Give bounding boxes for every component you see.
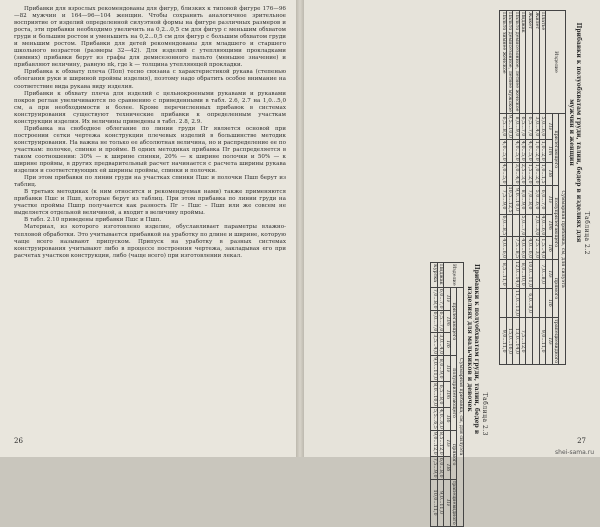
- table-cell: 4,0...5,0: [500, 140, 506, 161]
- left-page: [0, 0, 296, 457]
- allowance-table: [499, 10, 566, 365]
- table-cell: 7,0...8,0: [539, 260, 546, 289]
- table-cell: 3,0...4,0: [533, 114, 540, 140]
- table-row: [437, 263, 444, 527]
- sub-header: Пг: [444, 287, 451, 310]
- table-2-3: [430, 262, 488, 525]
- table-cell: 6,0...7,0: [539, 185, 546, 214]
- table-cell: [533, 318, 540, 365]
- table-cell: [506, 214, 513, 237]
- table-cell: 9,0...10,0: [513, 185, 520, 214]
- table-cell: 3,0...4,0: [513, 163, 519, 184]
- page-number: 26: [14, 437, 23, 445]
- table-cell: 4,0...6,0: [500, 238, 506, 259]
- table-cell: 1,5...2,0: [527, 163, 533, 184]
- table-label: Таблица 2.3: [481, 392, 488, 436]
- table-cell: 5,0...6,0: [533, 185, 540, 214]
- table-cell: 2,5...3,0: [520, 163, 526, 184]
- product-header: Изделие: [546, 11, 566, 114]
- table-cell: 4,0...6,0: [520, 238, 526, 259]
- row-name: Пальто зимнее женское: [500, 11, 507, 114]
- sub-header: Пт: [546, 139, 553, 162]
- table-cell: [539, 289, 546, 318]
- sub-header: Пт: [444, 310, 451, 333]
- table-cell: 1,5...4,0: [540, 238, 546, 259]
- table-cell: [506, 260, 513, 289]
- table-caption: Прибавки к полуобхватам груди, талии, бедер в изделиях для мужчин и женщин: [568, 22, 582, 243]
- sub-header: Пг: [546, 114, 553, 140]
- table-cell: 8,0...9,0: [513, 114, 520, 140]
- table-cell: 1,0...2,0: [533, 163, 539, 184]
- site-watermark: shei-sama.ru: [555, 449, 594, 456]
- silhouette-header: полуприлегающего: [552, 185, 559, 260]
- table-cell: 4,0...6,0: [438, 409, 444, 429]
- silhouette-header: трапециевидного: [553, 319, 559, 364]
- body-text: [14, 6, 286, 260]
- table-cell: 9,0...12,0: [431, 431, 437, 455]
- paragraph: В табл. 2.10 приведены прибавки Пшс и Пшп.: [24, 217, 162, 224]
- table-cell: 4,0...6,0: [527, 238, 533, 259]
- paragraph: При этом прибавки по линии груди на участках спинки Пшс и полочки Пшп берут из таблиц.: [14, 175, 286, 189]
- table-cell: 5,5...6,5: [431, 409, 437, 429]
- table-cell: [526, 318, 533, 365]
- paragraph: Прибавка к обхвату плеча (Поп) тесно связана с характеристикой рукава (степенью облегания руки и шириной проймы изделия), поэтому надо обратить особое внимание на соответствие вида рукава виду изделия.: [14, 69, 286, 90]
- table-cell: 2,5...3,0: [533, 238, 539, 259]
- paragraph: Прибавка на свободное облегание по линии груди Пг является основой при построении сетки чертежа конструкции плечевых изделий в большинстве методик конструирования. На важна не только ее абсолютная величина, но и распределение ее по участкам: полочке, спинке и пройме. В одних методиках прибавка Пг распределяется в таком соотношении: 30% — к ширине спинки, 20% — к ширине полочки и 50% — к ширине проймы, в других предварительный расчет начинается с расчета ширины рукава изделия и соответствующих ей ширины проймы, спинки и полочки.: [14, 125, 286, 175]
- table-cell: [506, 139, 513, 162]
- sub-header: Пб: [444, 408, 451, 431]
- table-cell: 4,0...5,0: [500, 163, 506, 184]
- paragraph: Прибавки для взрослых рекомендованы для фигур, близких к типовой фигуре 176—96—82 мужчин и 164—96—104 женщин. Чтобы сохранить аналогичное зрительное восприятие от изделий определенной силуэтной формы на фигуре различных размеров и роста, эти прибавки необходимо увеличить на 0,2...0,5 см для фигур с меньшим обхватом груди и большим ростом и уменьшить на 0,2...0,5 см для фигур с большим обхватом груди и меньшим ростом. Прибавки для детей рекомендованы для младшего и старшего школьного возрастов (размеры 32—42). Для изделий с утепляющими прокладками (зимних) прибавки берут из графы для демисезонного пальто (меньшее значение) и прибавляют величину, равную πk, где k — толщина утепляющей прокладки.: [14, 6, 286, 69]
- table-cell: 6,5...7,0: [526, 114, 533, 140]
- sub-header: Пг: [546, 318, 553, 365]
- table-cell: 3,5...4,0: [431, 334, 437, 355]
- table-row: [513, 11, 520, 365]
- table-cell: 6,5...8,0: [500, 114, 507, 140]
- table-cell: 9,0...11,0: [437, 479, 444, 526]
- table-row: [533, 11, 540, 365]
- table-cell: 1,0...2,0: [533, 140, 539, 161]
- product-header: Изделие: [444, 263, 464, 288]
- table-cell: 6,0...7,0: [431, 311, 437, 332]
- table-cell: 3,0...4,0: [438, 334, 444, 355]
- table-cell: 9,0...11,0: [500, 318, 507, 365]
- group-header: Суммарная прибавка, см, для силуэта: [457, 287, 464, 526]
- table-cell: 7,0...8,0: [431, 288, 437, 309]
- row-name: Пальто демисезонное, летнее мужское: [507, 12, 513, 113]
- table-cell: [519, 289, 526, 318]
- sub-header: Пг: [444, 430, 451, 456]
- table-cell: 7,5...12,0: [519, 318, 526, 365]
- table-cell: 9,0...11,0: [431, 357, 437, 381]
- table-cell: 6,0...8,0: [526, 289, 533, 318]
- row-name: Жилет: [533, 11, 540, 114]
- table-cell: 2,0...3,0: [533, 215, 539, 236]
- table-cell: [533, 260, 540, 289]
- table-cell: 8,0...9,0: [519, 185, 526, 214]
- table-caption: Прибавки к полуобхватам груди, талии, бедер в изделиях для мальчиков и девочек: [466, 263, 480, 434]
- table-cell: 4,0...5,0: [520, 140, 526, 161]
- row-name: Куртка: [431, 263, 438, 288]
- group-header: Суммарная прибавка, см, для силуэта: [559, 114, 566, 365]
- paragraph: В третьих методиках (к ним относится и рекомендуемая нами) также применяются прибавки Пшс и Пшп, которые берут из таблиц. При этом прибавка по линии груди на участке проймы Пшпр получается как разность Пг – Пшс – Пшп или же совсем не выделяется отдельной величиной, а входит в величину проймы.: [14, 189, 286, 217]
- table-cell: 8,5...11,0: [500, 260, 507, 289]
- silhouette-header: прямого: [552, 260, 559, 318]
- sub-header: Пг: [444, 479, 451, 526]
- table-row: [526, 11, 533, 365]
- table-row: [506, 11, 513, 365]
- table-cell: 4,0...6,0: [540, 215, 546, 236]
- table-cell: 12,0...14,0: [513, 261, 519, 288]
- table-cell: 9,0...11,0: [539, 318, 546, 365]
- table-cell: 11,0...13,0: [513, 290, 519, 317]
- table-cell: 8,5...12,0: [438, 431, 444, 455]
- table-cell: 9,5...10,0: [507, 115, 513, 138]
- paragraph: Прибавки к обхвату плеча для изделий с цельнокроеными рукавами и рукавами покроя реглан увеличиваются по сравнению с приведенными в табл. 2.6, 2.7 на 1,0...5,0 см, а при необходимости и более. Кроме перечисленных прибавок в системах конструирования существуют технические прибавки к определенным участкам конструкции изделия. Их величины приведены в табл. 2.8, 2.9.: [14, 90, 286, 125]
- table-cell: [513, 214, 520, 237]
- row-name: Пальто демисезонное, летнее женское: [513, 11, 520, 114]
- table-cell: 10,0...11,0: [527, 261, 533, 288]
- table-label: Таблица 2.2: [583, 211, 590, 255]
- book-spine: [296, 0, 304, 457]
- sub-header: Пг: [546, 185, 553, 214]
- sub-header: Пт: [546, 214, 553, 237]
- sub-header: Пб: [546, 289, 553, 318]
- sub-header: Пг: [444, 356, 451, 382]
- table-cell: [506, 237, 513, 260]
- allowance-table: [430, 262, 464, 527]
- table-cell: 1,0...2,0: [540, 140, 546, 161]
- table-cell: 5,0...6,0: [539, 114, 546, 140]
- table-cell: 4,0...5,0: [527, 140, 533, 161]
- table-2-2: [499, 10, 590, 364]
- table-cell: 10,5...12,5: [507, 186, 513, 213]
- table-cell: [533, 289, 540, 318]
- sub-header: Пт: [444, 382, 451, 408]
- table-cell: 6,0...8,5: [500, 215, 506, 236]
- sub-header: Пг: [546, 260, 553, 289]
- page-number: 27: [577, 437, 586, 445]
- table-row: [539, 11, 546, 365]
- table-cell: 6,0...8,0: [438, 457, 444, 478]
- table-cell: 1,0...1,5: [540, 163, 546, 184]
- row-name: Пиджак: [519, 11, 526, 114]
- table-cell: 13,0...14,0: [513, 318, 520, 365]
- table-cell: 10,0...11,0: [431, 479, 438, 526]
- table-cell: 7,0...8,0: [526, 185, 533, 214]
- silhouette-header: трапециевидного: [451, 480, 457, 525]
- table-cell: 7,5...8,5: [513, 238, 519, 259]
- table-row: [431, 263, 438, 527]
- silhouette-header: прямого: [450, 430, 457, 479]
- table-row: [519, 11, 526, 365]
- table-cell: [506, 289, 513, 318]
- table-row: [500, 11, 507, 365]
- table-cell: [526, 214, 533, 237]
- table-cell: 5,0...7,0: [520, 215, 526, 236]
- sub-header: Пб: [546, 237, 553, 260]
- table-cell: 15,0...16,0: [506, 318, 513, 365]
- row-name: Платье: [539, 11, 546, 114]
- table-cell: 7,5...9,0: [431, 457, 437, 478]
- table-cell: 8,0...9,0: [437, 356, 444, 382]
- table-cell: 4,0...5,0: [513, 140, 519, 161]
- table-cell: 8,0...10,0: [519, 260, 526, 289]
- table-cell: 7,5...9,0: [500, 185, 507, 214]
- paragraph: Материал, из которого изготовлено изделие, обуславливает параметры влажно-тепловой обработки. Это учитывается прибавкой на уработку по длине и ширине, которую чаще всего называют припуском. Припуск на уработку в разных системах конструирования учитывают либо в процессе построения чертежа, закладывая его при расчетах участков конструкции, либо (чаще всего) при изготовлении лекал.: [14, 224, 286, 259]
- row-name: Жакет: [526, 11, 533, 114]
- sub-header: Пб: [444, 333, 451, 356]
- sub-header: Пб: [444, 456, 451, 479]
- silhouette-header: прилегающего: [552, 114, 559, 186]
- table-cell: [500, 289, 507, 318]
- silhouette-header: прилегающего: [450, 287, 457, 356]
- table-cell: 6,0...7,0: [438, 288, 444, 309]
- table-cell: 8,0...10,0: [431, 383, 437, 406]
- right-page: [304, 0, 600, 525]
- table-cell: [506, 162, 513, 185]
- sub-header: Пб: [546, 162, 553, 185]
- table-cell: 6,5...8,0: [437, 382, 444, 408]
- row-name: Пиджак: [437, 263, 444, 288]
- table-cell: 6,5...7,0: [438, 311, 444, 332]
- silhouette-header: полуприлегающего: [450, 356, 457, 431]
- table-cell: 6,5...7,0: [519, 114, 526, 140]
